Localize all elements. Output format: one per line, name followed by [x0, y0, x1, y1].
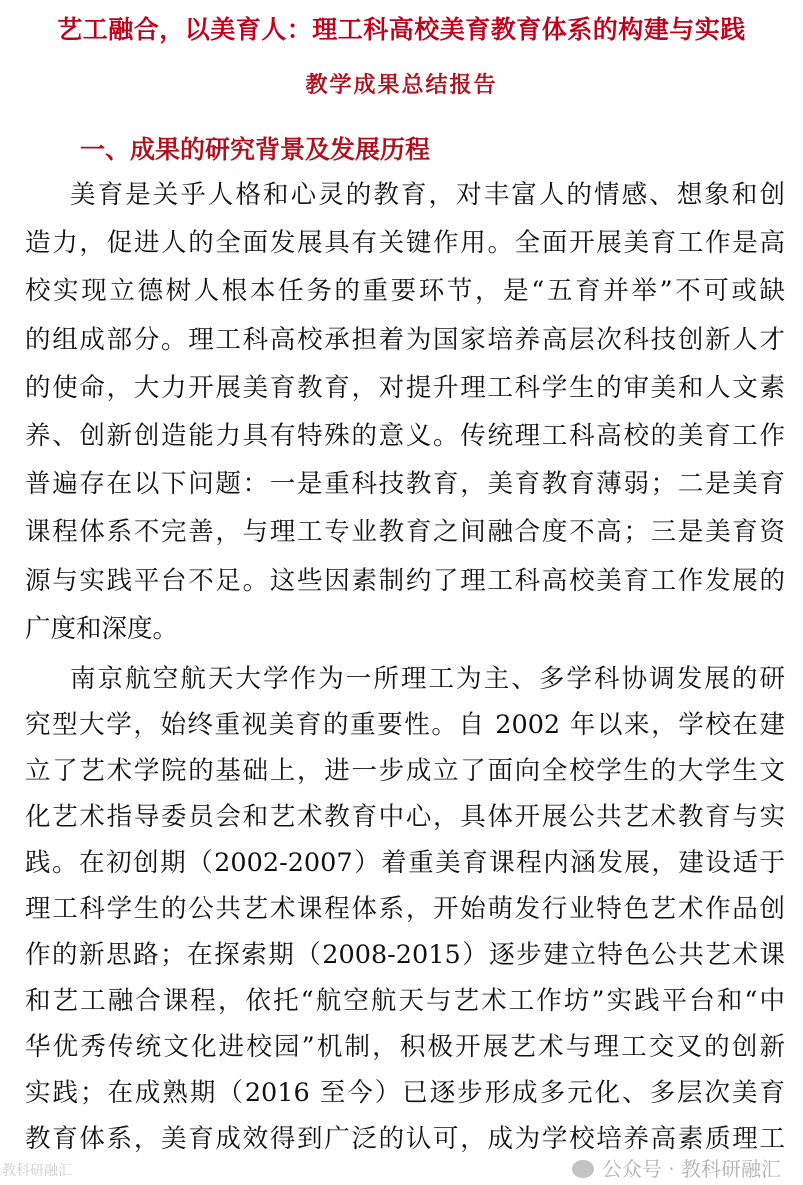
paragraph-line: 作的新思路；在探索期（2008-2015）逐步建立特色公共艺术课 [25, 940, 785, 970]
paragraph-line: 广度和深度。 [25, 613, 179, 644]
paragraph-line: 养、创新创造能力具有特殊的意义。传统理工科高校的美育工作 [25, 421, 785, 451]
paragraph-line: 践。在初创期（2002-2007）着重美育课程内涵发展，建设适于 [25, 848, 785, 878]
paragraph-line: 立了艺术学院的基础上，进一步成立了面向全校学生的大学生文 [25, 756, 785, 786]
wechat-icon [572, 1160, 594, 1178]
section-heading: 一、成果的研究背景及发展历程 [80, 135, 431, 164]
paragraph-line: 理工科学生的公共艺术课程体系，开始萌发行业特色艺术作品创 [25, 894, 785, 924]
paragraph-line: 究型大学，始终重视美育的重要性。自 2002 年以来，学校在建 [25, 710, 785, 740]
paragraph-line: 美育是关乎人格和心灵的教育，对丰富人的情感、想象和创 [70, 180, 785, 210]
paragraph-line: 华优秀传统文化进校园”机制，积极开展艺术与理工交叉的创新 [25, 1032, 785, 1062]
document-subtitle: 教学成果总结报告 [305, 72, 498, 98]
paragraph-line: 课程体系不完善，与理工专业教育之间融合度不高；三是美育资 [25, 517, 785, 548]
paragraph-line: 造力，促进人的全面发展具有关键作用。全面开展美育工作是高 [25, 228, 785, 259]
paragraph-line: 南京航空航天大学作为一所理工为主、多学科协调发展的研 [70, 664, 785, 694]
paragraph-line: 实践；在成熟期（2016 至今）已逐步形成多元化、多层次美育 [25, 1078, 785, 1108]
document-title: 艺工融合，以美育人：理工科高校美育教育体系的构建与实践 [57, 15, 746, 44]
watermark [572, 1157, 781, 1181]
paragraph-line: 化艺术指导委员会和艺术教育中心，具体开展公共艺术教育与实 [25, 802, 785, 832]
paragraph-line: 和艺工融合课程，依托“航空航天与艺术工作坊”实践平台和“中 [25, 986, 785, 1016]
corner-watermark: 教科研融汇 [2, 1163, 72, 1179]
paragraph-line: 源与实践平台不足。这些因素制约了理工科高校美育工作发展的 [25, 565, 785, 596]
paragraph-line: 普遍存在以下问题：一是重科技教育，美育教育薄弱；二是美育 [25, 469, 785, 500]
paragraph-line: 的使命，大力开展美育教育，对提升理工科学生的审美和人文素 [25, 372, 785, 403]
paragraph-line: 的组成部分。理工科高校承担着为国家培养高层次科技创新人才 [25, 324, 785, 355]
paragraph-line: 校实现立德树人根本任务的重要环节，是“五育并举”不可或缺 [25, 276, 785, 307]
paragraph-line: 教育体系，美育成效得到广泛的认可，成为学校培养高素质理工 [25, 1124, 785, 1154]
watermark-text: 公众号 · 教科研融汇 [601, 1157, 781, 1181]
